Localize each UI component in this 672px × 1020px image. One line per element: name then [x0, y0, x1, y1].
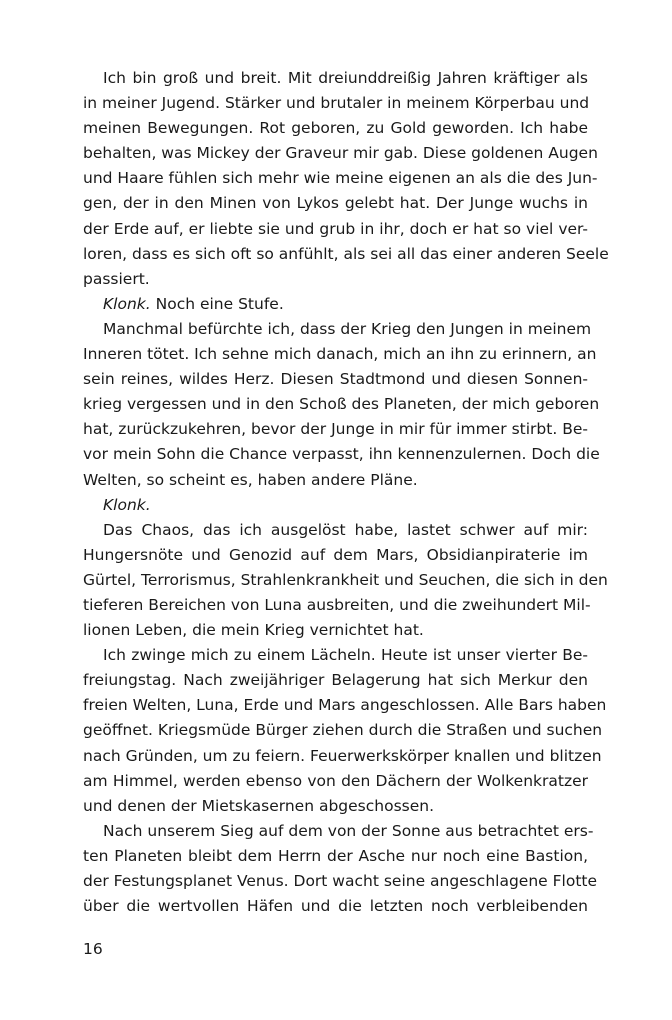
text-line: vor mein Sohn die Chance verpasst, ihn kennenzulernen. Doch die	[83, 445, 600, 464]
page-body	[83, 66, 609, 919]
paragraph-3	[83, 317, 600, 493]
text-line: Das Chaos, das ich ausgelöst habe, lastet schwer auf mir:	[103, 520, 588, 539]
text-line: meinen Bewegungen. Rot geboren, zu Gold geworden. Ich habe	[83, 119, 588, 138]
paragraph-5	[83, 518, 608, 643]
text-line	[83, 493, 588, 518]
text-line: Welten, so scheint es, haben andere Pläne.	[83, 470, 418, 489]
text-line: freien Welten, Luna, Erde und Mars angeschlossen. Alle Bars haben	[83, 696, 607, 715]
text-fragment: Noch eine Stufe.	[150, 294, 284, 313]
text-line: geöffnet. Kriegsmüde Bürger ziehen durch die Straßen und suchen	[83, 721, 603, 740]
text-line: der Festungsplanet Venus. Dort wacht seine angeschlagene Flotte	[83, 872, 598, 890]
paragraph-6	[83, 643, 607, 819]
paragraph-1	[83, 66, 609, 292]
text-line: krieg vergessen und in den Schoß des Planeten, der mich geboren	[83, 395, 600, 414]
text-line: Nach unserem Sieg auf dem von der Sonne aus betrachtet ers-	[103, 821, 594, 840]
text-line: Hungersnöte und Genozid auf dem Mars, Obsidianpiraterie im	[83, 545, 588, 564]
text-line: behalten, was Mickey der Graveur mir gab. Diese goldenen Augen	[83, 144, 598, 163]
paragraph-7	[83, 819, 598, 919]
text-line: nach Gründen, um zu feiern. Feuerwerkskörper knallen und blitzen	[83, 746, 602, 765]
klonk-italic: Klonk.	[103, 294, 151, 313]
text-line: gen, der in den Minen von Lykos gelebt hat. Der Junge wuchs in	[83, 194, 588, 213]
text-line: Ich bin groß und breit. Mit dreiunddreißig Jahren kräftiger als	[103, 69, 588, 87]
text-line: der Erde auf, er liebte sie und grub in ihr, doch er hat so viel ver-	[83, 219, 588, 238]
text-line: ten Planeten bleibt dem Herrn der Asche nur noch eine Bastion,	[83, 846, 588, 865]
text-line: Gürtel, Terrorismus, Strahlenkrankheit und Seuchen, die sich in den	[83, 570, 608, 589]
text-line: Inneren tötet. Ich sehne mich danach, mich an ihn zu erinnern, an	[83, 345, 597, 364]
text-line: hat, zurückzukehren, bevor der Junge in mir für immer stirbt. Be-	[83, 420, 588, 439]
text-line: Manchmal befürchte ich, dass der Krieg den Jungen in meinem	[103, 319, 592, 338]
text-line: sein reines, wildes Herz. Diesen Stadtmond und diesen Sonnen-	[83, 370, 588, 389]
text-line: lionen Leben, die mein Krieg vernichtet hat.	[83, 621, 424, 640]
text-line: in meiner Jugend. Stärker und brutaler in meinem Körperbau und	[83, 94, 590, 113]
text-line: Ich zwinge mich zu einem Lächeln. Heute ist unser vierter Be-	[103, 646, 588, 665]
text-line: und Haare fühlen sich mehr wie meine eigenen an als die des Jun-	[83, 169, 598, 188]
text-line: loren, dass es sich oft so anfühlt, als sei all das einer anderen Seele	[83, 244, 609, 263]
text-line: freiungstag. Nach zweijähriger Belagerung hat sich Merkur den	[83, 671, 588, 690]
text-line: und denen der Mietskasernen abgeschossen.	[83, 796, 435, 815]
page-number: 16	[83, 940, 103, 958]
text-line: tieferen Bereichen von Luna ausbreiten, und die zweihundert Mil-	[83, 595, 591, 614]
text-line: passiert.	[83, 269, 150, 288]
text-line: über die wertvollen Häfen und die letzten noch verbleibenden	[83, 897, 588, 916]
text-line	[83, 292, 588, 317]
klonk-italic: Klonk.	[103, 495, 151, 514]
text-line: am Himmel, werden ebenso von den Dächern der Wolkenkratzer	[83, 771, 588, 790]
paragraph-2	[83, 292, 588, 317]
paragraph-4	[83, 493, 588, 518]
